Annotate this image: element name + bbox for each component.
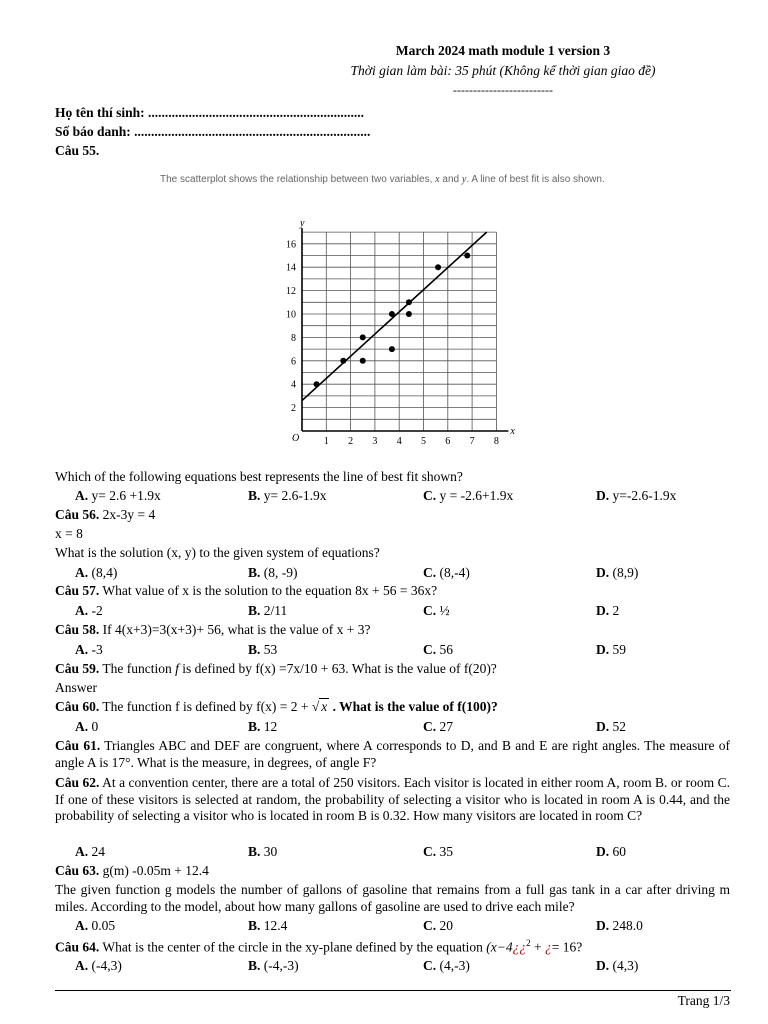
q56-option-d: D. (8,9) <box>596 565 639 580</box>
q60-option-c: C. 27 <box>423 719 453 734</box>
student-name-label: Họ tên thí sinh: <box>55 105 145 120</box>
q57-option-d: D. 2 <box>596 603 620 618</box>
q56-option-a: A. (8,4) <box>75 565 118 580</box>
q55-option-d: D. y=-2.6-1.9x <box>596 488 677 503</box>
q64-option-b: B. (-4,-3) <box>248 958 299 973</box>
q63-option-c: C. 20 <box>423 918 453 933</box>
x-tick-label: 5 <box>421 436 426 447</box>
q55-option-c: C. y = -2.6+1.9x <box>423 488 514 503</box>
y-tick-label: 2 <box>291 403 296 415</box>
caption-var-y: y <box>461 174 467 185</box>
q62-option-b: B. 30 <box>248 844 278 859</box>
student-id-blank: ...................................................................... <box>134 124 371 139</box>
q55-option-b: B. y= 2.6-1.9x <box>248 488 327 503</box>
q60-option-d: D. 52 <box>596 719 626 734</box>
data-point <box>340 358 346 364</box>
q60-question: Câu 60. The function f is defined by f(x) = 2 + √ x . What is the value of f(100)? <box>55 699 498 714</box>
q64-question: Câu 64. What is the center of the circle in the xy-plane defined by the equation (x−4¿¿$^2$ + ¿= 16? <box>55 938 583 955</box>
y-tick-label: 8 <box>291 332 296 344</box>
q55-caption <box>160 172 630 188</box>
caption-text-2: and <box>442 174 460 185</box>
q55-label: Câu 55. <box>55 143 100 158</box>
data-point <box>435 264 441 270</box>
student-name-line <box>55 105 364 121</box>
q56-question: What is the solution (x, y) to the given system of equations? <box>55 545 380 560</box>
q62-option-c: C. 35 <box>423 844 453 859</box>
origin-label: O <box>292 433 300 444</box>
caption-text-1: The scatterplot shows the relationship between two variables, <box>160 174 433 185</box>
exam-title: March 2024 math module 1 version 3 <box>395 43 611 58</box>
x-tick-label: 3 <box>372 436 378 447</box>
data-point <box>406 299 412 305</box>
footer-divider <box>55 990 731 991</box>
y-tick-label: 14 <box>286 262 296 274</box>
scatterplot <box>280 218 525 448</box>
y-tick-label: 16 <box>286 239 296 251</box>
data-point <box>389 311 395 317</box>
data-point <box>406 311 412 317</box>
q63-header: Câu 63. g(m) -0.05m + 12.4 <box>55 863 209 878</box>
q60-option-b: B. 12 <box>248 719 278 734</box>
data-point <box>360 334 366 340</box>
x-tick-label: 2 <box>348 436 354 447</box>
x-axis-label: x <box>510 426 515 437</box>
q57-option-b: B. 2/11 <box>248 603 288 618</box>
data-point <box>464 253 470 259</box>
q59-answer-label: Answer <box>55 680 97 695</box>
q63-option-a: A. 0.05 <box>75 918 116 933</box>
y-tick-label: 12 <box>286 286 296 298</box>
q57-question: Câu 57. What value of x is the solution to the equation 8x + 56 = 36x? <box>55 583 438 598</box>
x-tick-label: 1 <box>323 436 329 447</box>
q55-question: Which of the following equations best represents the line of best fit shown? <box>55 469 463 484</box>
q55-option-a: A. y= 2.6 +1.9x <box>75 488 161 503</box>
q59-question: Câu 59. The function f is defined by f(x) =7x/10 + 63. What is the value of f(20)? <box>55 661 497 676</box>
q56-option-c: C. (8,-4) <box>423 565 470 580</box>
q57-option-c: C. ½ <box>423 603 450 618</box>
y-axis-label: y <box>300 218 305 230</box>
exam-subtitle: Thời gian làm bài: 35 phút (Không kể thời gian giao đề) <box>350 63 656 78</box>
y-tick-label: 6 <box>291 356 296 368</box>
q58-option-c: C. 56 <box>423 642 453 657</box>
student-id-line <box>55 124 370 140</box>
sqrt-symbol: √ x <box>311 699 328 714</box>
data-point <box>314 381 320 387</box>
q64-option-a: A. (-4,3) <box>75 958 122 973</box>
q58-option-d: D. 59 <box>596 642 626 657</box>
x-tick-label: 4 <box>396 436 402 447</box>
caption-var-x: x <box>435 174 440 185</box>
q63-option-b: B. 12.4 <box>248 918 288 933</box>
q60-option-a: A. 0 <box>75 719 99 734</box>
y-tick-label: 10 <box>286 309 296 321</box>
x-tick-label: 7 <box>469 436 475 447</box>
student-name-blank: ................................................................ <box>148 105 365 120</box>
q62-option-d: D. 60 <box>596 844 626 859</box>
student-id-label: Số báo danh: <box>55 124 131 139</box>
y-tick-label: 4 <box>291 379 296 391</box>
data-point <box>360 358 366 364</box>
caption-text-3: . A line of best fit is also shown. <box>466 174 605 185</box>
q58-question: Câu 58. If 4(x+3)=3(x+3)+ 56, what is the value of x + 3? <box>55 622 371 637</box>
q56-option-b: B. (8, -9) <box>248 565 298 580</box>
header-divider: ------------------------- <box>453 83 553 97</box>
q63-option-d: D. 248.0 <box>596 918 643 933</box>
q56-eq2: x = 8 <box>55 526 83 541</box>
q62-question: Câu 62. At a convention center, there are a total of 250 visitors. Each visitor is located in either room A, room B. or room C. If one of these visitors is selected at random, the probability of selecting a visitor who is located in room A is 0.44, and the probability of selecting a visitor who is located in room B is 0.32. How many visitors are located in room C? <box>55 775 730 823</box>
page-number: Trang 1/3 <box>677 993 730 1008</box>
q61-question: Câu 61. Triangles ABC and DEF are congruent, where A corresponds to D, and B and E are right angles. The measure of angle A is 17°. What is the measure, in degrees, of angle F? <box>55 738 730 770</box>
q64-option-c: C. (4,-3) <box>423 958 470 973</box>
q57-option-a: A. -2 <box>75 603 103 618</box>
x-tick-label: 6 <box>445 436 451 447</box>
q62-option-a: A. 24 <box>75 844 105 859</box>
x-tick-label: 8 <box>493 436 499 447</box>
line-of-best-fit <box>302 232 487 400</box>
q58-option-a: A. -3 <box>75 642 103 657</box>
q56-header: Câu 56. 2x-3y = 4 <box>55 507 156 522</box>
q64-option-d: D. (4,3) <box>596 958 639 973</box>
q58-option-b: B. 53 <box>248 642 278 657</box>
q63-question: The given function g models the number of gallons of gasoline that remains from a full gas tank in a car after driving m miles. According to the model, about how many gallons of gasoline are used to drive each mile? <box>55 882 730 914</box>
data-point <box>389 346 395 352</box>
